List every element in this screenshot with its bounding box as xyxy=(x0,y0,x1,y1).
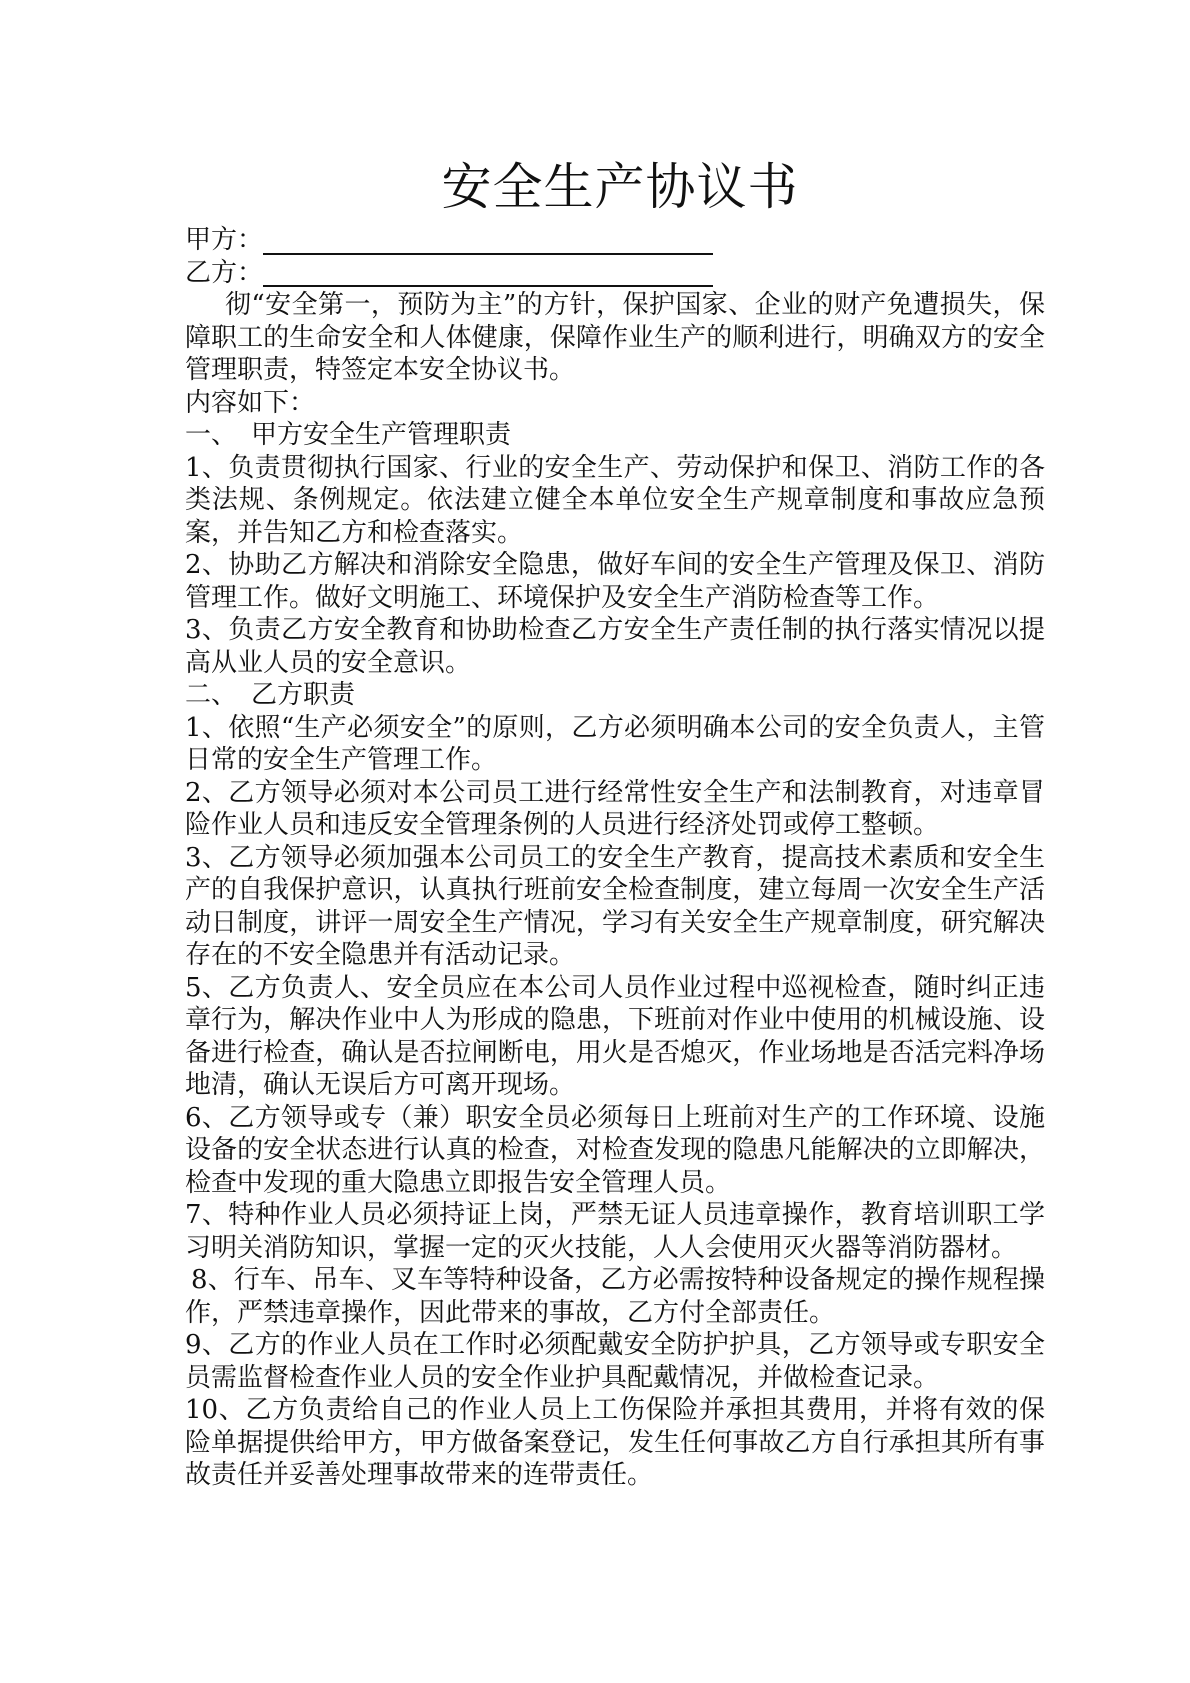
party-b-label: 乙方： xyxy=(185,257,264,288)
section-2-item: 1、依照“生产必须安全”的原则，乙方必须明确本公司的安全负责人，主管日常的安全生产管理工作。 xyxy=(185,712,1045,775)
section-2-item: 9、乙方的作业人员在工作时必须配戴安全防护护具，乙方领导或专职安全员需监督检查作业人员的安全作业护具配戴情况，并做检查记录。 xyxy=(185,1330,1045,1393)
section-2-item: 7、特种作业人员必须持证上岗，严禁无证人员违章操作，教育培训职工学习明关消防知识，掌握一定的灭火技能，人人会使用灭火器等消防器材。 xyxy=(185,1200,1045,1263)
party-a-blank xyxy=(263,253,713,255)
party-a-line xyxy=(185,224,1045,257)
section-2-item: 3、乙方领导必须加强本公司员工的安全生产教育，提高技术素质和安全生产的自我保护意识，认真执行班前安全检查制度，建立每周一次安全生产活动日制度，讲评一周安全生产情况，学习有关安全生产规章制度，研究解决存在的不安全隐患并有活动记录。 xyxy=(185,842,1045,970)
section-1-title: 甲方安全生产管理职责 xyxy=(251,420,512,450)
document-title: 安全生产协议书 xyxy=(441,158,799,216)
party-b-line xyxy=(185,257,1045,290)
party-a-label: 甲方： xyxy=(185,225,264,255)
section-2-heading xyxy=(185,679,1045,712)
section-2-number: 二、 xyxy=(185,680,238,710)
section-1-number: 一、 xyxy=(185,420,238,450)
section-1-item: 3、负责乙方安全教育和协助检查乙方安全生产责任制的执行落实情况以提高从业人员的安全意识。 xyxy=(185,615,1045,678)
section-1-item: 2、协助乙方解决和消除安全隐患，做好车间的安全生产管理及保卫、消防管理工作。做好文明施工、环境保护及安全生产消防检查等工作。 xyxy=(185,550,1045,613)
section-2-item: 5、乙方负责人、安全员应在本公司人员作业过程中巡视检查，随时纠正违章行为，解决作业中人为形成的隐患，下班前对作业中使用的机械设施、设备进行检查，确认是否拉闸断电，用火是否熄灭，作业场地是否活完料净场地清，确认无误后方可离开现场。 xyxy=(185,972,1045,1100)
section-2-item: 8、行车、吊车、叉车等特种设备，乙方必需按特种设备规定的操作规程操作，严禁违章操作，因此带来的事故，乙方付全部责任。 xyxy=(185,1265,1045,1328)
section-1-heading xyxy=(185,419,1045,452)
section-2-item: 10、乙方负责给自己的作业人员上工伤保险并承担其费用，并将有效的保险单据提供给甲方，甲方做备案登记，发生任何事故乙方自行承担其所有事故责任并妥善处理事故带来的连带责任。 xyxy=(185,1395,1045,1490)
section-2-item: 6、乙方领导或专（兼）职安全员必须每日上班前对生产的工作环境、设施设备的安全状态进行认真的检查，对检查发现的隐患凡能解决的立即解决，检查中发现的重大隐患立即报告安全管理人员。 xyxy=(185,1102,1045,1198)
section-1-item: 1、负责贯彻执行国家、行业的安全生产、劳动保护和保卫、消防工作的各类法规、条例规定。依法建立健全本单位安全生产规章制度和事故应急预案，并告知乙方和检查落实。 xyxy=(185,452,1045,548)
section-2-item: 2、乙方领导必须对本公司员工进行经常性安全生产和法制教育，对违章冒险作业人员和违反安全管理条例的人员进行经济处罚或停工整顿。 xyxy=(185,777,1045,840)
document-page xyxy=(185,150,1045,1492)
party-b-blank xyxy=(263,285,713,287)
section-2-title: 乙方职责 xyxy=(251,680,356,710)
intro-paragraph: 彻“安全第一，预防为主”的方针，保护国家、企业的财产免遭损失，保障职工的生命安全和人体健康，保障作业生产的顺利进行，明确双方的安全管理职责，特签定本安全协议书。 xyxy=(185,290,1045,385)
content-label: 内容如下： xyxy=(185,387,316,418)
